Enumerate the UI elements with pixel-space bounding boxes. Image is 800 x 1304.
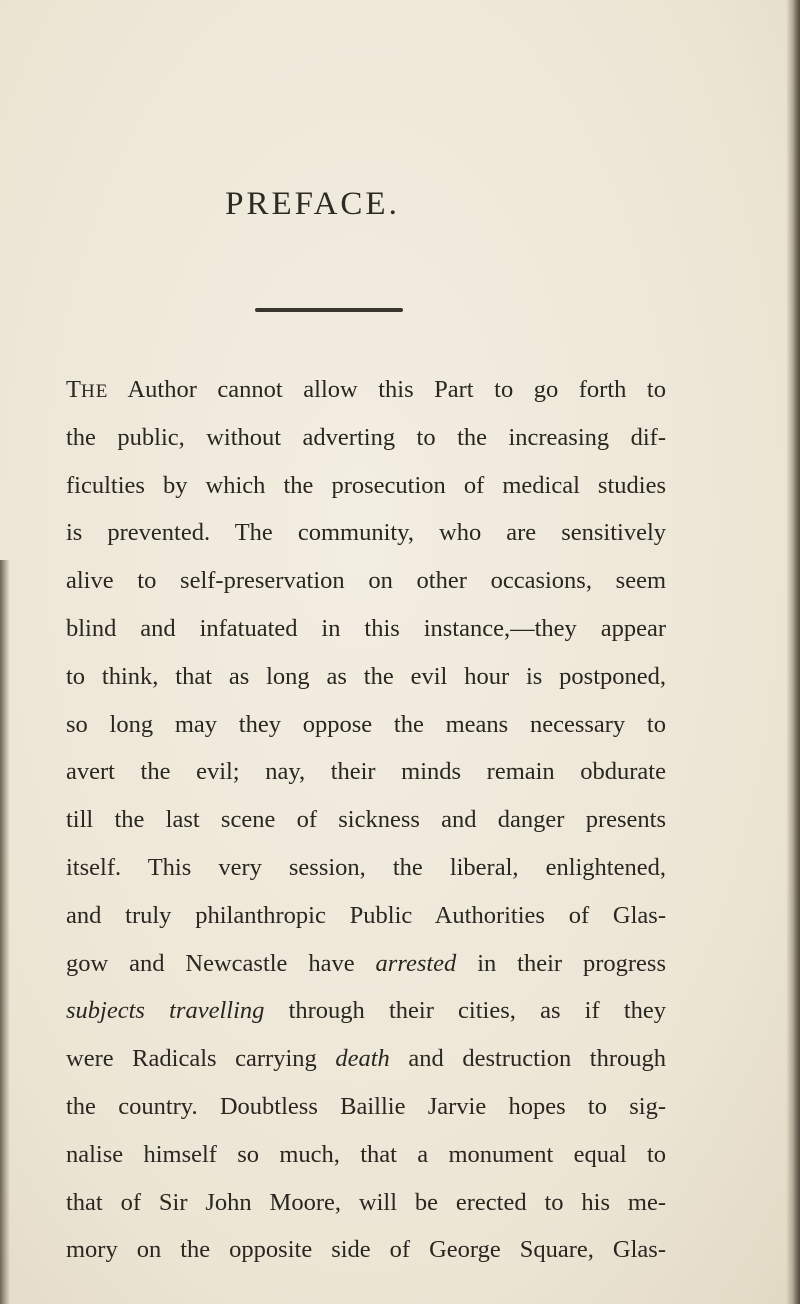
- line-text: and destruction through: [389, 1045, 666, 1073]
- page-left-shadow: [0, 560, 10, 1304]
- text-line-4: [66, 509, 666, 557]
- line-text: through their cities, as if they: [264, 997, 666, 1025]
- text-line-10: [66, 796, 666, 844]
- line-text: in their progress: [456, 949, 666, 977]
- italic-phrase: subjects travelling: [66, 997, 265, 1025]
- text-line-8: [66, 701, 666, 749]
- line-text: avert the evil; nay, their minds remain obdurate: [66, 758, 666, 786]
- text-line-17: [66, 1131, 666, 1179]
- text-line-16: [66, 1083, 666, 1131]
- line-text: were Radicals carrying: [66, 1045, 336, 1073]
- text-line-18: [66, 1179, 666, 1227]
- line-text: till the last scene of sickness and danger presents: [66, 806, 666, 834]
- text-line-15: [66, 1035, 666, 1083]
- text-line-13: [66, 940, 666, 988]
- preface-body: [66, 366, 666, 1274]
- page-binding-shadow: [786, 0, 800, 1304]
- line-text: is prevented. The community, who are sensitively: [66, 519, 666, 547]
- first-word-rest: HE: [80, 381, 109, 402]
- page-title: PREFACE.: [225, 186, 400, 222]
- italic-word: death: [335, 1045, 390, 1073]
- line-text: so long may they oppose the means necessary to: [66, 710, 666, 738]
- line-text: that of Sir John Moore, will be erected to his me-: [66, 1188, 666, 1216]
- text-line-7: [66, 653, 666, 701]
- text-line-11: [66, 844, 666, 892]
- title-rule: [255, 308, 403, 312]
- line-text: ficulties by which the prosecution of medical studies: [66, 471, 666, 499]
- text-line-19: [66, 1226, 666, 1274]
- text-line-14: [66, 987, 666, 1035]
- line-text: alive to self-preservation on other occasions, seem: [66, 567, 666, 595]
- text-line-5: [66, 557, 666, 605]
- line-text: itself. This very session, the liberal, enlightened,: [66, 853, 666, 881]
- line-text: to think, that as long as the evil hour is postponed,: [66, 662, 666, 690]
- line-text: blind and infatuated in this instance,—they appear: [66, 614, 666, 642]
- text-line-1: [66, 366, 666, 414]
- italic-word: arrested: [375, 949, 457, 977]
- line-text: gow and Newcastle have: [66, 949, 376, 977]
- line-text: Author cannot allow this Part to go forth to: [108, 376, 666, 403]
- text-line-6: [66, 605, 666, 653]
- text-line-2: [66, 414, 666, 462]
- line-text: the public, without adverting to the increasing dif-: [66, 423, 666, 451]
- text-line-12: [66, 892, 666, 940]
- line-text: nalise himself so much, that a monument equal to: [66, 1140, 666, 1168]
- line-text: the country. Doubtless Baillie Jarvie hopes to sig-: [66, 1092, 666, 1120]
- text-line-9: [66, 748, 666, 796]
- first-word-initial: T: [66, 376, 81, 403]
- line-text: mory on the opposite side of George Square, Glas-: [66, 1236, 666, 1264]
- line-text: and truly philanthropic Public Authorities of Glas-: [66, 901, 666, 929]
- text-line-3: [66, 462, 666, 510]
